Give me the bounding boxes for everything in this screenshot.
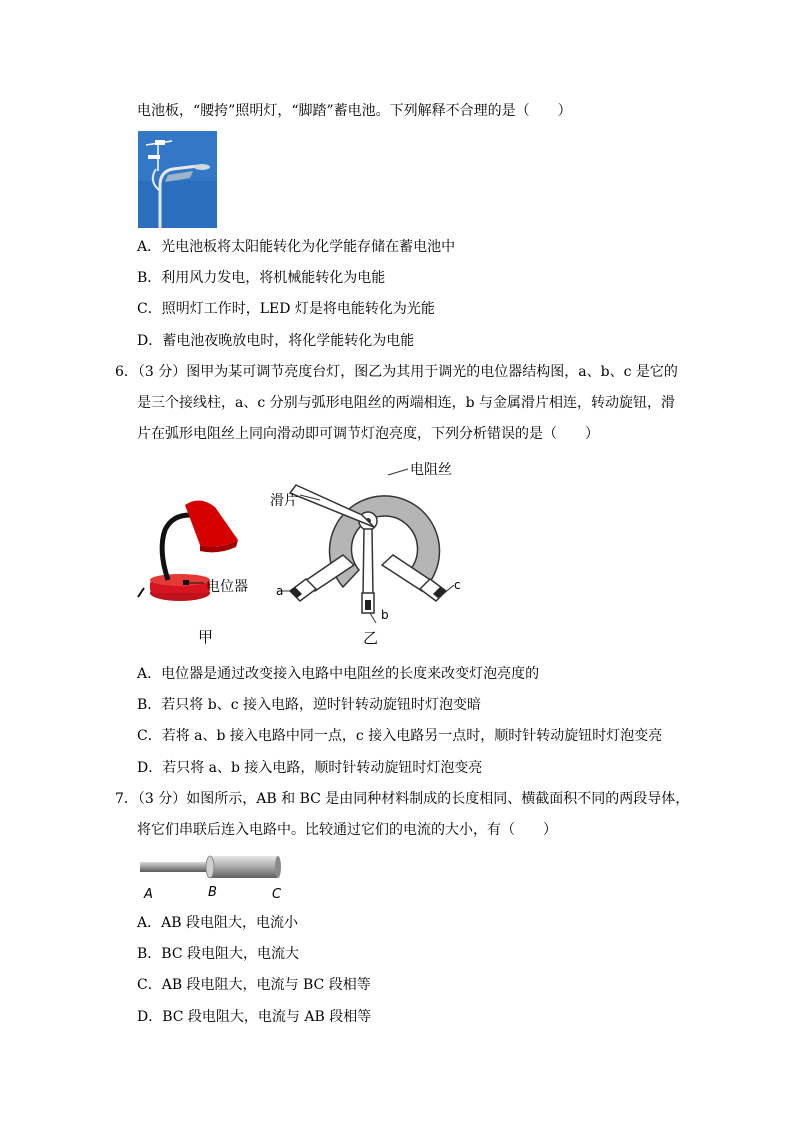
q6-option-b: B．若只将 b、c 接入电路，逆时针转动旋钮时灯泡变暗 [137, 697, 481, 713]
q5-option-c: C．照明灯工作时，LED 灯是将电能转化为光能 [137, 301, 435, 317]
q6-option-d: D．若只将 a、b 接入电路，顺时针转动旋钮时灯泡变亮 [137, 760, 483, 776]
slider-label: 滑片 [270, 493, 298, 509]
q7-option-b: B．BC 段电阻大，电流大 [137, 946, 299, 962]
q7-option-a: A．AB 段电阻大，电流小 [137, 915, 298, 931]
potentiometer-label: 电位器 [206, 579, 248, 595]
figure-caption-yi: 乙 [363, 629, 379, 647]
street-light-photo [138, 131, 217, 228]
point-b-label: B [208, 885, 217, 900]
terminal-c-label: c [454, 578, 461, 592]
q6-stem-line-2: 是三个接线柱，a、c 分别与弧形电阻丝的两端相连，b 与金属滑片相连，转动旋钮，滑 [137, 395, 676, 411]
q6-stem-line-1: 6．（3 分）图甲为某可调节亮度台灯，图乙为其用于调光的电位器结构图，a、b、c 是它的 [115, 364, 678, 380]
q5-option-d: D．蓄电池夜晚放电时，将化学能转化为电能 [137, 333, 415, 349]
point-a-label: A [144, 887, 153, 902]
q7-conductor-figure [138, 852, 288, 904]
point-c-label: C [272, 887, 282, 902]
q7-option-d: D．BC 段电阻大，电流与 AB 段相等 [137, 1009, 372, 1025]
q5-option-b: B．利用风力发电，将机械能转化为电能 [137, 270, 386, 286]
terminal-a-label: a [276, 584, 284, 598]
q7-stem-line-1: 7．（3 分）如图所示，AB 和 BC 是由同种材料制成的长度相同、横截面积不同的两段导体， [115, 791, 690, 807]
q5-option-a: A．光电池板将太阳能转化为化学能存储在蓄电池中 [137, 239, 456, 255]
q5-stem-line: 电池板，“腰挎”照明灯，“脚踏”蓄电池。下列解释不合理的是（ ） [137, 103, 572, 119]
figure-caption-jia: 甲 [198, 628, 214, 646]
q6-figure [130, 455, 480, 655]
q7-option-c: C．AB 段电阻大，电流与 BC 段相等 [137, 977, 371, 993]
q6-option-a: A．电位器是通过改变接入电路中电阻丝的长度来改变灯泡亮度的 [137, 666, 540, 682]
q6-option-c: C．若将 a、b 接入电路中同一点，c 接入电路另一点时，顺时针转动旋钮时灯泡变亮 [137, 728, 663, 744]
terminal-b-label: b [381, 608, 389, 622]
potentiometer-diagram [280, 469, 454, 623]
q6-stem-line-3: 片在弧形电阻丝上同向滑动即可调节灯泡亮度，下列分析错误的是（ ） [137, 426, 599, 442]
resistor-wire-label: 电阻丝 [410, 462, 452, 478]
q7-stem-line-2: 将它们串联后连入电路中。比较通过它们的电流的大小，有（ ） [137, 822, 557, 838]
